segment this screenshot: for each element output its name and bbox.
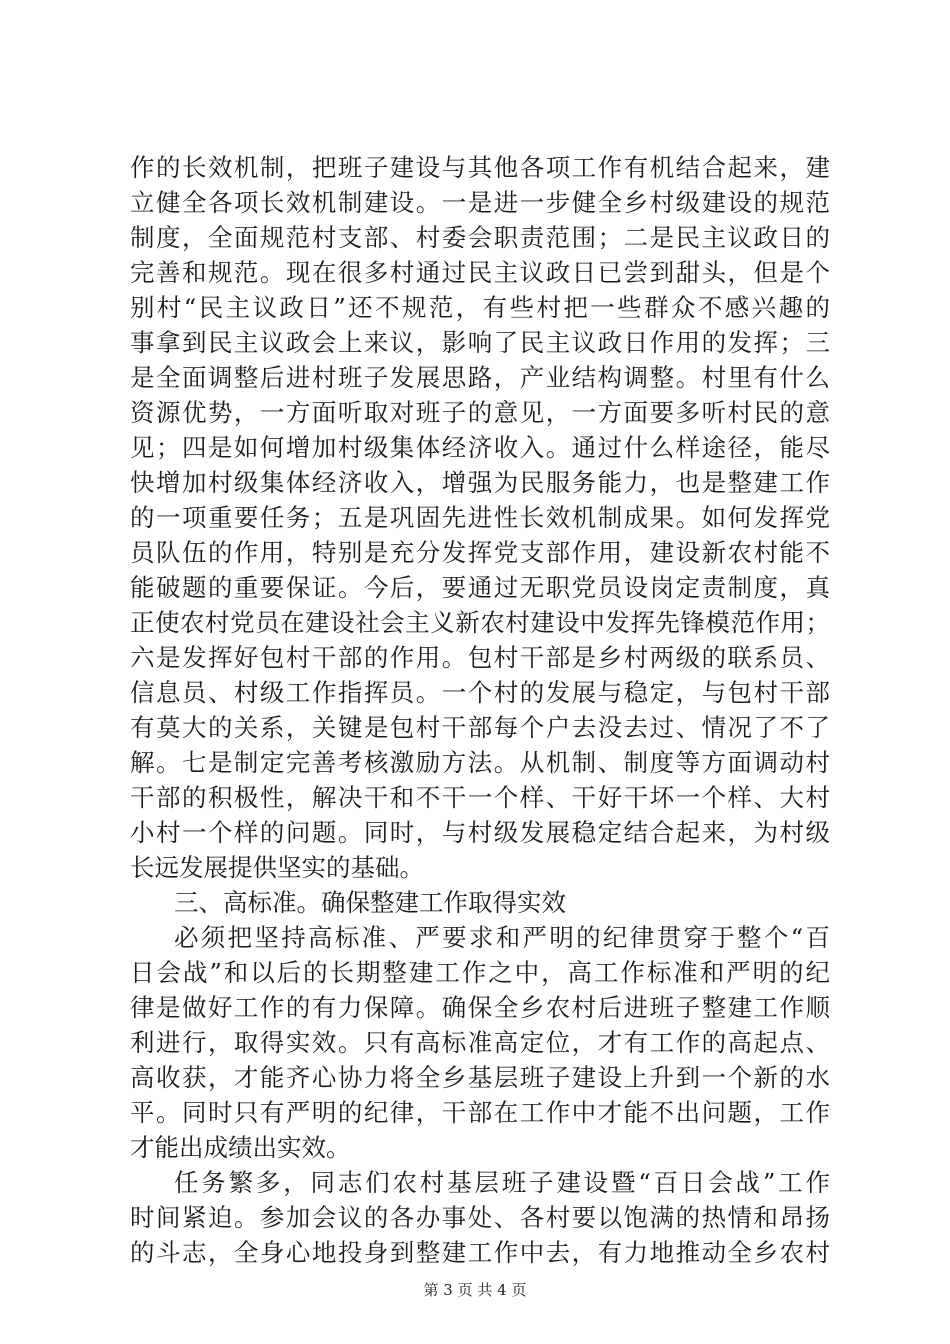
text-line: 平。同时只有严明的纪律，干部在工作中才能不出问题，工作 — [130, 1098, 830, 1127]
text-line: 解。七是制定完善考核激励方法。从机制、制度等方面调动村 — [130, 748, 830, 777]
text-line: 干部的积极性，解决干和不干一个样、干好干坏一个样、大村 — [130, 783, 830, 812]
paragraph-1 — [130, 150, 830, 885]
text-line: 见；四是如何增加村级集体经济收入。通过什么样途径，能尽 — [130, 433, 830, 462]
page-footer — [0, 1279, 950, 1300]
text-line: 长远发展提供坚实的基础。 — [130, 853, 424, 882]
document-body — [130, 150, 830, 1270]
text-line: 高收获，才能齐心协力将全乡基层班子建设上升到一个新的水 — [130, 1063, 830, 1092]
text-line: 律是做好工作的有力保障。确保全乡农村后进班子整建工作顺 — [130, 993, 830, 1022]
text-line: 完善和规范。现在很多村通过民主议政日已尝到甜头，但是个 — [130, 258, 830, 287]
text-line: 员队伍的作用，特别是充分发挥党支部作用，建设新农村能不 — [130, 538, 830, 567]
heading-line: 三、高标准。确保整建工作取得实效 — [174, 888, 566, 917]
text-line: 有莫大的关系，关键是包村干部每个户去没去过、情况了不了 — [130, 713, 830, 742]
text-line: 任务繁多，同志们农村基层班子建设暨“百日会战”工作 — [174, 1168, 830, 1197]
text-line: 信息员、村级工作指挥员。一个村的发展与稳定，与包村干部 — [130, 678, 830, 707]
text-line: 立健全各项长效机制建设。一是进一步健全乡村级建设的规范 — [130, 188, 830, 217]
text-line: 的一项重要任务；五是巩固先进性长效机制成果。如何发挥党 — [130, 503, 830, 532]
text-line: 才能出成绩出实效。 — [130, 1133, 351, 1162]
text-line: 是全面调整后进村班子发展思路，产业结构调整。村里有什么 — [130, 363, 830, 392]
text-line: 制度，全面规范村支部、村委会职责范围；二是民主议政日的 — [130, 223, 830, 252]
section-heading — [130, 885, 830, 920]
text-line: 别村“民主议政日”还不规范，有些村把一些群众不感兴趣的 — [130, 293, 830, 322]
text-line: 时间紧迫。参加会议的各办事处、各村要以饱满的热情和昂扬 — [130, 1203, 830, 1232]
text-line: 快增加村级集体经济收入，增强为民服务能力，也是整建工作 — [130, 468, 830, 497]
text-line: 六是发挥好包村干部的作用。包村干部是乡村两级的联系员、 — [130, 643, 830, 672]
paragraph-2 — [130, 920, 830, 1165]
text-line: 正使农村党员在建设社会主义新农村建设中发挥先锋模范作用； — [130, 608, 830, 637]
text-line: 小村一个样的问题。同时，与村级发展稳定结合起来，为村级 — [130, 818, 830, 847]
text-line: 作的长效机制，把班子建设与其他各项工作有机结合起来，建 — [130, 153, 830, 182]
text-line: 日会战”和以后的长期整建工作之中，高工作标准和严明的纪 — [130, 958, 830, 987]
paragraph-3 — [130, 1165, 830, 1270]
text-line: 事拿到民主议政会上来议，影响了民主议政日作用的发挥；三 — [130, 328, 830, 357]
text-line: 必须把坚持高标准、严要求和严明的纪律贯穿于整个“百 — [174, 923, 830, 952]
text-line: 的斗志，全身心地投身到整建工作中去，有力地推动全乡农村 — [130, 1238, 830, 1267]
text-line: 能破题的重要保证。今后，要通过无职党员设岗定责制度，真 — [130, 573, 830, 602]
page-number-label: 第 3 页 共 4 页 — [423, 1281, 527, 1299]
text-line: 利进行，取得实效。只有高标准高定位，才有工作的高起点、 — [130, 1028, 830, 1057]
text-line: 资源优势，一方面听取对班子的意见，一方面要多听村民的意 — [130, 398, 830, 427]
